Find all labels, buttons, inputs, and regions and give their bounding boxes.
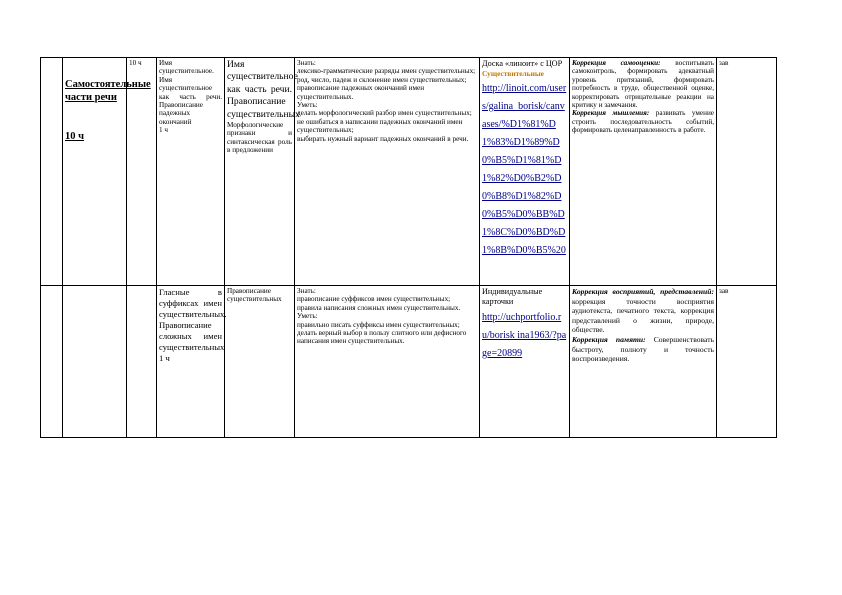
resource-link[interactable]: http://uchportfolio.ru/borisk ina1963/?page=20899 [482,312,567,359]
last-cell: зав [717,286,777,438]
subtopic-text: Правописание существительных [227,287,282,304]
last-cell: зав [717,58,777,286]
correction-label: Коррекция памяти: [572,334,646,344]
resource-link[interactable]: http://linoit.com/users/galina_borisk/canvases/%D1%81%D1%83%D1%89%D0%B5%D1%81%D1%82%D0%B2%D0%B8%D1%82%D0%B5%D0%BB%D1%8C%D0%BD%D1%8B%D0%B5%20 [482,83,567,256]
knowledge-line: род, число, падеж и склонение имен существительных; [297,75,467,84]
knowledge-line: Уметь: [297,101,318,110]
topic-text: Имя существительное. Имя существительное как часть речи. Правописание падежных окончаний [159,59,222,126]
correction-label: Коррекция самооценки: [572,59,661,67]
resource-cell [480,58,570,286]
table-row [41,286,777,438]
correction-text: развивать умение строить последовательность событий, формировать целенаправленность в работе. [572,109,714,135]
topic-hours: 1 ч [159,126,169,135]
number-cell [41,58,63,286]
hours-cell: 10 ч [127,58,157,286]
subtopic-extra: Морфологические признаки и синтаксическая роль в предложении [227,121,292,155]
knowledge-line: делать верный выбор в пользу слитного или дефисного написания имен существительных. [297,329,467,346]
knowledge-line: лексико-грамматические разряды имен существительных; [297,67,476,76]
resource-text: Индивидуальные карточки [482,287,543,306]
correction-label: Коррекция мышления: [572,109,650,118]
topic-cell [157,286,225,438]
table-row [41,58,777,286]
thematic-plan-table [40,57,777,438]
resource-highlight: Существительные [482,69,544,78]
topic-hours: 1 ч [159,353,170,363]
section-title: Самостоятельные части речи [65,79,151,103]
resource-text: Доска «линоит» с ЦОР [482,59,563,68]
section-cell [63,58,151,286]
topic-cell [157,58,225,286]
number-cell [41,286,63,438]
knowledge-cell [295,58,480,286]
knowledge-line: правописание падежных окончаний имен существительных. [297,84,425,101]
knowledge-line: делать морфологический разбор имен существительных; [297,109,472,118]
section-hours: 10 ч [65,131,85,142]
knowledge-line: Знать: [297,287,316,295]
knowledge-line: правильно писать суффиксы имен существительных; [297,320,460,329]
correction-label: Коррекция восприятий, представлений: [572,287,714,296]
correction-text: воспитывать самоконтроль, формировать адекватный уровень притязаний, формировать потребность в труде, общественной оценке, корректировать отрицательные реакции на критику и замечания. [572,59,714,110]
knowledge-line: правила написания сложных имен существительных. [297,303,461,312]
correction-text: Совершенствовать быстроту, полноту и точность воспроизведения. [572,334,714,364]
correction-text: коррекция точности восприятия аудиотекста, печатного текста, коррекция представлений о жизни, природе, обществе. [572,296,714,335]
knowledge-line: правописание суффиксов имен существительных; [297,295,451,304]
section-cell [63,286,127,438]
knowledge-line: не ошибаться в написании падежных окончаний имен существительных; [297,117,463,135]
subtopic-cell [225,286,295,438]
subtopic-text: Имя существительное как часть речи. Правописание существительных [227,59,300,120]
knowledge-line: Знать: [297,59,316,67]
knowledge-line: выбирать нужный вариант падежных окончаний в речи. [297,134,469,143]
subtopic-cell [225,58,300,286]
knowledge-cell [295,286,480,438]
hours-cell [127,286,157,438]
knowledge-line: Уметь: [297,312,318,321]
topic-text: Гласные в суффиксах имен существительных. Правописание сложных имен существительных [159,287,227,352]
correction-cell [570,58,717,286]
correction-cell [570,286,717,438]
resource-cell [480,286,570,438]
